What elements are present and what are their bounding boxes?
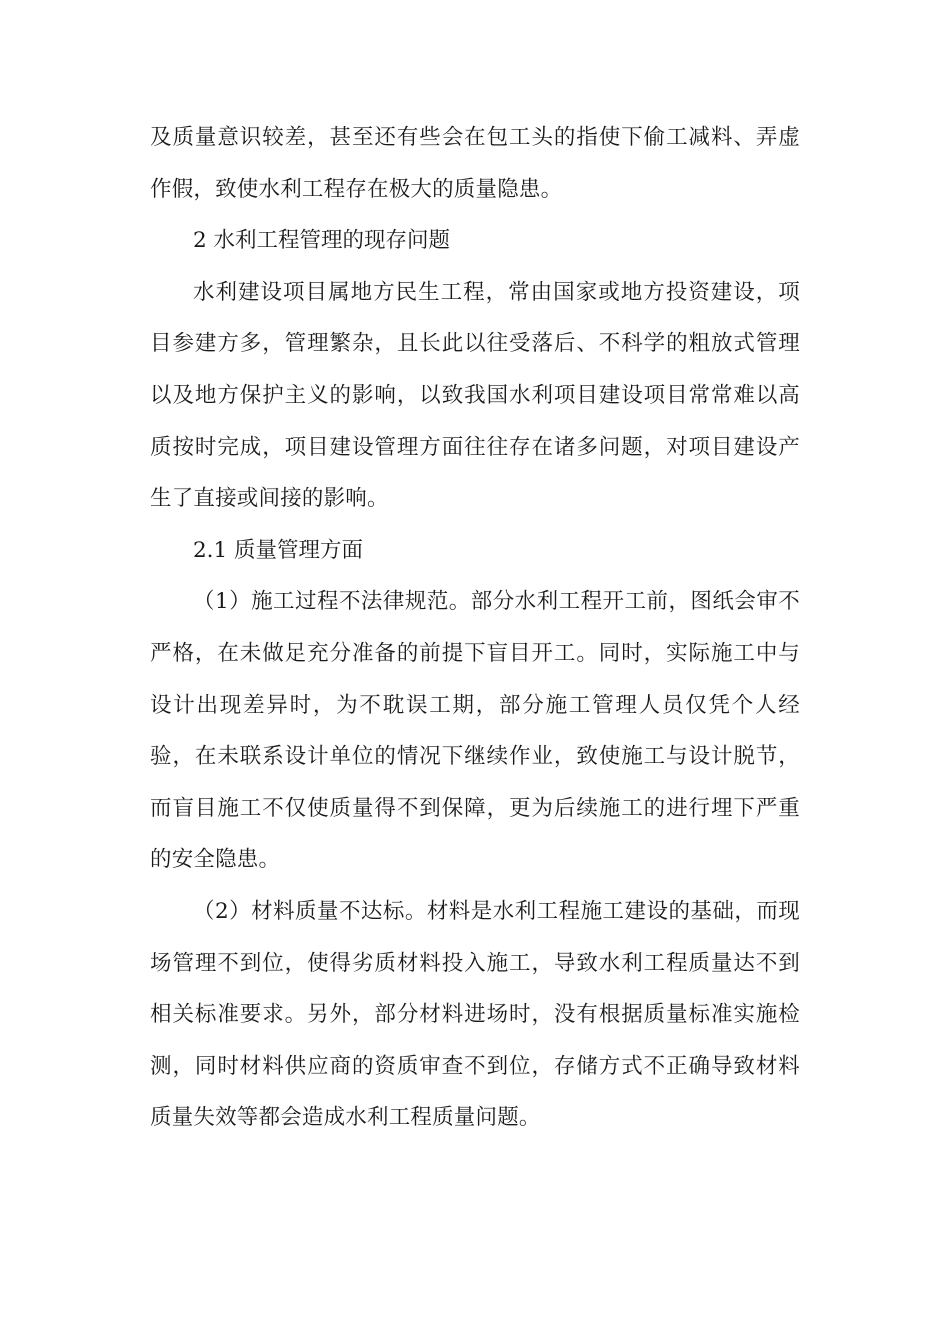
subsection-heading-2-1: 2.1 质量管理方面 <box>193 537 364 563</box>
document-page <box>150 112 800 1144</box>
paragraph-continued: 及质量意识较差，甚至还有些会在包工头的指使下偷工减料、弄虚作假，致使水利工程存在极大的质量隐患。 <box>150 125 800 202</box>
section-heading-2: 2 水利工程管理的现存问题 <box>193 228 451 254</box>
paragraph-material-quality: （2）材料质量不达标。材料是水利工程施工建设的基础，而现场管理不到位，使得劣质材料投入施工，导致水利工程质量达不到相关标准要求。另外，部分材料进场时，没有根据质量标准实施检测，同时材料供应商的资质审查不到位，存储方式不正确导致材料质量失效等都会造成水利工程质量问题。 <box>150 898 800 1131</box>
paragraph-management-overview: 水利建设项目属地方民生工程，常由国家或地方投资建设，项目参建方多，管理繁杂，且长此以往受落后、不科学的粗放式管理以及地方保护主义的影响，以致我国水利项目建设项目常常难以高质按时完成，项目建设管理方面往往存在诸多问题，对项目建设产生了直接或间接的影响。 <box>150 279 800 512</box>
paragraph-construction-process: （1）施工过程不法律规范。部分水利工程开工前，图纸会审不严格，在未做足充分准备的前提下盲目开工。同时，实际施工中与设计出现差异时，为不耽误工期，部分施工管理人员仅凭个人经验，在未联系设计单位的情况下继续作业，致使施工与设计脱节，而盲目施工不仅使质量得不到保障，更为后续施工的进行埋下严重的安全隐患。 <box>150 589 800 873</box>
